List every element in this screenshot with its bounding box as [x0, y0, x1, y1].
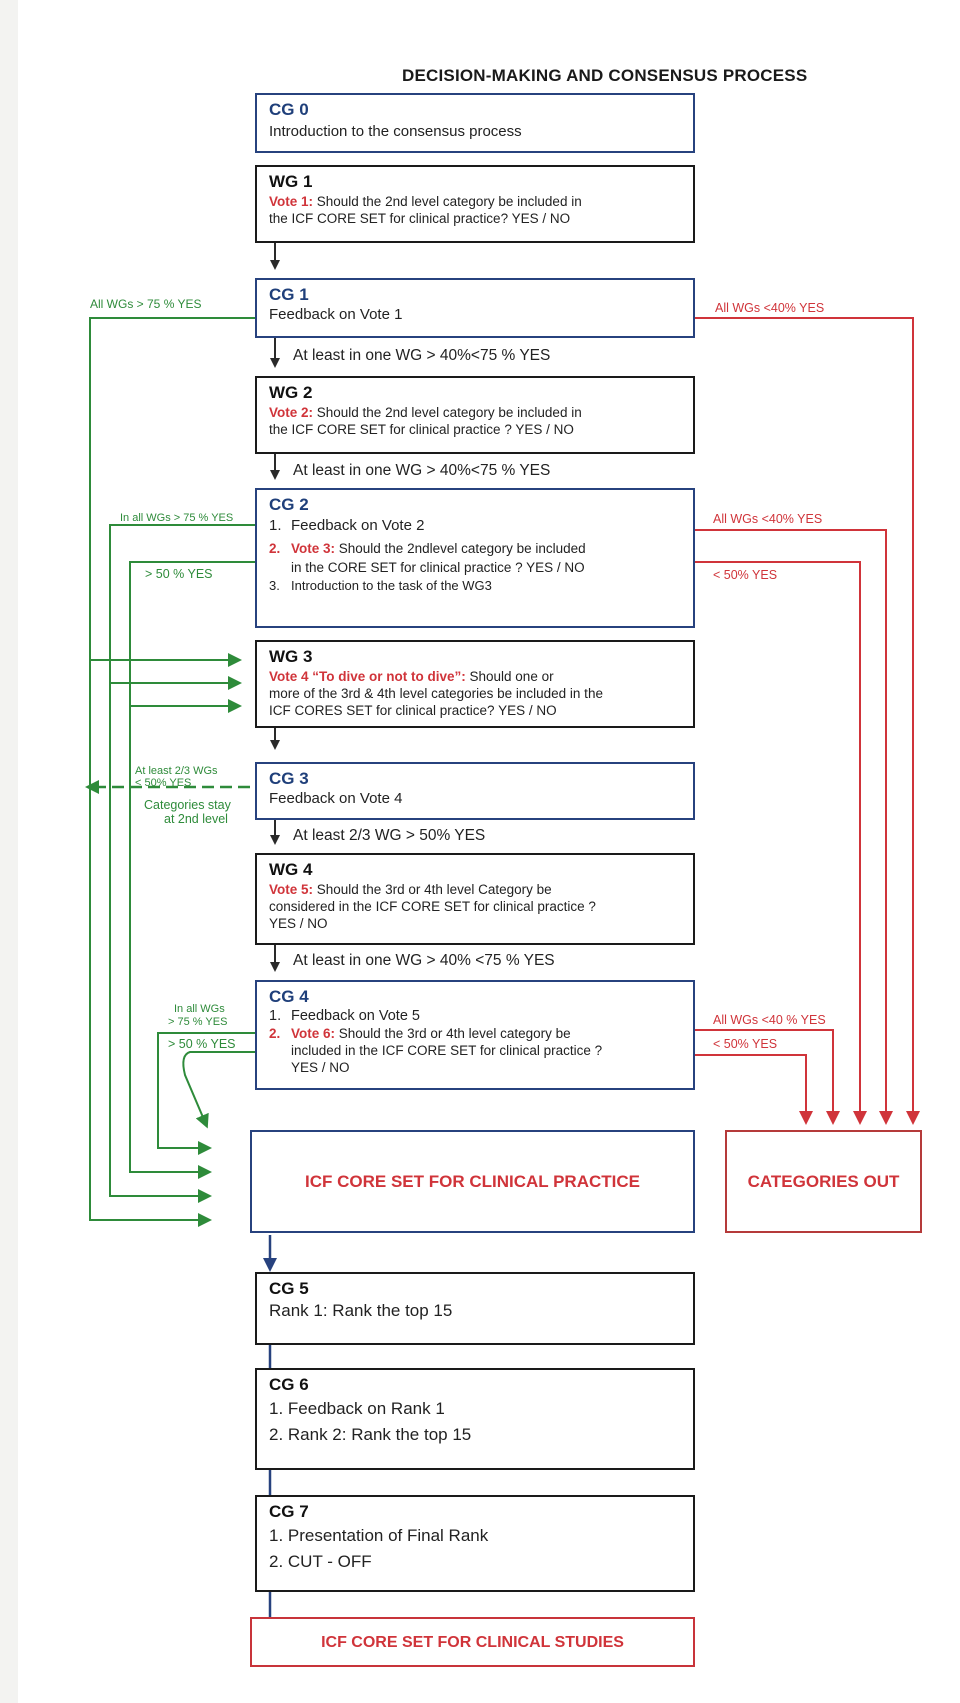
flow-label-after-cg3: At least 2/3 WG > 50% YES: [293, 827, 486, 844]
cg2-green-50-label: > 50 % YES: [145, 567, 213, 581]
cg3-stay-label-2: at 2nd level: [164, 812, 228, 826]
cg4-item2-line1: Should the 3rd or 4th level category be: [335, 1026, 571, 1041]
cg3-green-top-label: At least 2/3 WGs: [135, 765, 218, 777]
cg0-text: Introduction to the consensus process: [269, 123, 522, 140]
cg2-item2-line1: Should the 2ndlevel category be included: [335, 541, 586, 556]
cg2-red-all-label: All WGs <40% YES: [713, 512, 823, 526]
cg7-item2: 2. CUT - OFF: [269, 1552, 372, 1571]
cg4-item2-num: 2.: [269, 1026, 281, 1041]
cg4-item1-num: 1.: [269, 1008, 282, 1024]
wg2-vote: Vote 2:: [269, 405, 314, 420]
cg4-green-50-label: > 50 % YES: [168, 1037, 236, 1051]
wg1-vote: Vote 1:: [269, 194, 314, 209]
cg1-red-label: All WGs <40% YES: [715, 301, 825, 315]
cg2-item2-vote: Vote 3:: [291, 541, 336, 556]
cg2-label: CG 2: [269, 495, 309, 514]
cg5-box: [255, 1272, 695, 1345]
cg2-item1-num: 1.: [269, 517, 282, 534]
cg1-box: [255, 278, 695, 338]
wg2-line2: the ICF CORE SET for clinical practice ? YES / NO: [269, 422, 574, 437]
wg3-box: [255, 640, 695, 728]
wg4-box: [255, 853, 695, 945]
categories-out-text: CATEGORIES OUT: [747, 1172, 900, 1191]
categories-out-box: [725, 1130, 922, 1233]
cg7-box: [255, 1495, 695, 1592]
cg1-label: CG 1: [269, 285, 309, 304]
wg4-line1: Should the 3rd or 4th level Category be: [313, 882, 552, 897]
cg3-green-mid-label: < 50% YES: [135, 777, 192, 789]
cg5-text: Rank 1: Rank the top 15: [269, 1301, 453, 1320]
cg4-red-50-label: < 50% YES: [713, 1037, 778, 1051]
wg3-label: WG 3: [269, 647, 313, 666]
cg7-label: CG 7: [269, 1502, 309, 1521]
flow-label-after-wg2: At least in one WG > 40%<75 % YES: [293, 462, 551, 479]
wg4-line3: YES / NO: [269, 916, 328, 931]
wg3-line3: ICF CORES SET for clinical practice? YES / NO: [269, 703, 557, 718]
wg1-label: WG 1: [269, 172, 313, 191]
cg4-item2-line2: included in the ICF CORE SET for clinical practice ?: [291, 1043, 603, 1058]
red-out-paths: [695, 318, 913, 1118]
cg2-item3-num: 3.: [269, 578, 280, 593]
wg1-line2: the ICF CORE SET for clinical practice? YES / NO: [269, 211, 571, 226]
cg4-green-all-label-2: > 75 % YES: [168, 1016, 228, 1028]
cg2-item2-line2: in the CORE SET for clinical practice ? YES / NO: [291, 560, 585, 575]
cg4-item1: Feedback on Vote 5: [291, 1008, 420, 1024]
cg6-box: [255, 1368, 695, 1470]
wg4-label: WG 4: [269, 860, 313, 879]
cg4-box: [255, 980, 695, 1090]
flow-label-after-wg4: At least in one WG > 40% <75 % YES: [293, 952, 555, 969]
cg3-box: [255, 762, 695, 820]
wg2-line1: Should the 2nd level category be included in: [313, 405, 582, 420]
wg3-line2: more of the 3rd & 4th level categories be included in the: [269, 686, 603, 701]
cg7-item1: 1. Presentation of Final Rank: [269, 1526, 489, 1545]
wg1-line1: Should the 2nd level category be included in: [313, 194, 582, 209]
cg4-green-all-label-1: In all WGs: [174, 1003, 225, 1015]
cg2-box: [255, 488, 695, 628]
wg1-box: [255, 165, 695, 243]
core-set-studies-text: ICF CORE SET FOR CLINICAL STUDIES: [321, 1633, 624, 1651]
page-title: DECISION-MAKING AND CONSENSUS PROCESS: [402, 66, 808, 85]
cg2-item3: Introduction to the task of the WG3: [291, 578, 492, 593]
cg0-label: CG 0: [269, 100, 309, 119]
wg3-line1: Should one or: [465, 669, 554, 684]
cg2-red-50-label: < 50% YES: [713, 568, 778, 582]
cg1-green-label: All WGs > 75 % YES: [90, 297, 202, 311]
cg6-item1: 1. Feedback on Rank 1: [269, 1399, 445, 1418]
cg4-item2-vote: Vote 6:: [291, 1026, 336, 1041]
cg5-label: CG 5: [269, 1279, 309, 1298]
core-set-studies-box: [250, 1617, 695, 1667]
wg4-vote: Vote 5:: [269, 882, 314, 897]
cg4-label: CG 4: [269, 987, 309, 1006]
wg2-label: WG 2: [269, 383, 313, 402]
cg3-text: Feedback on Vote 4: [269, 790, 403, 807]
cg0-box: [255, 93, 695, 153]
cg2-green-all-label: In all WGs > 75 % YES: [120, 512, 234, 524]
cg2-item2-num: 2.: [269, 541, 281, 556]
cg6-label: CG 6: [269, 1375, 309, 1394]
core-set-practice-text: ICF CORE SET FOR CLINICAL PRACTICE: [305, 1172, 640, 1191]
cg4-red-all-label: All WGs <40 % YES: [713, 1013, 826, 1027]
cg3-stay-label-1: Categories stay: [144, 798, 231, 812]
cg6-item2: 2. Rank 2: Rank the top 15: [269, 1425, 472, 1444]
cg1-text: Feedback on Vote 1: [269, 306, 403, 323]
wg4-line2: considered in the ICF CORE SET for clinical practice ?: [269, 899, 596, 914]
flow-label-after-cg1: At least in one WG > 40%<75 % YES: [293, 347, 551, 364]
cg2-item1: Feedback on Vote 2: [291, 517, 425, 534]
cg4-item2-line3: YES / NO: [291, 1060, 350, 1075]
core-set-practice-box: [250, 1130, 695, 1233]
cg3-label: CG 3: [269, 769, 309, 788]
wg2-box: [255, 376, 695, 454]
wg3-vote: Vote 4 “To dive or not to dive”:: [269, 669, 466, 684]
